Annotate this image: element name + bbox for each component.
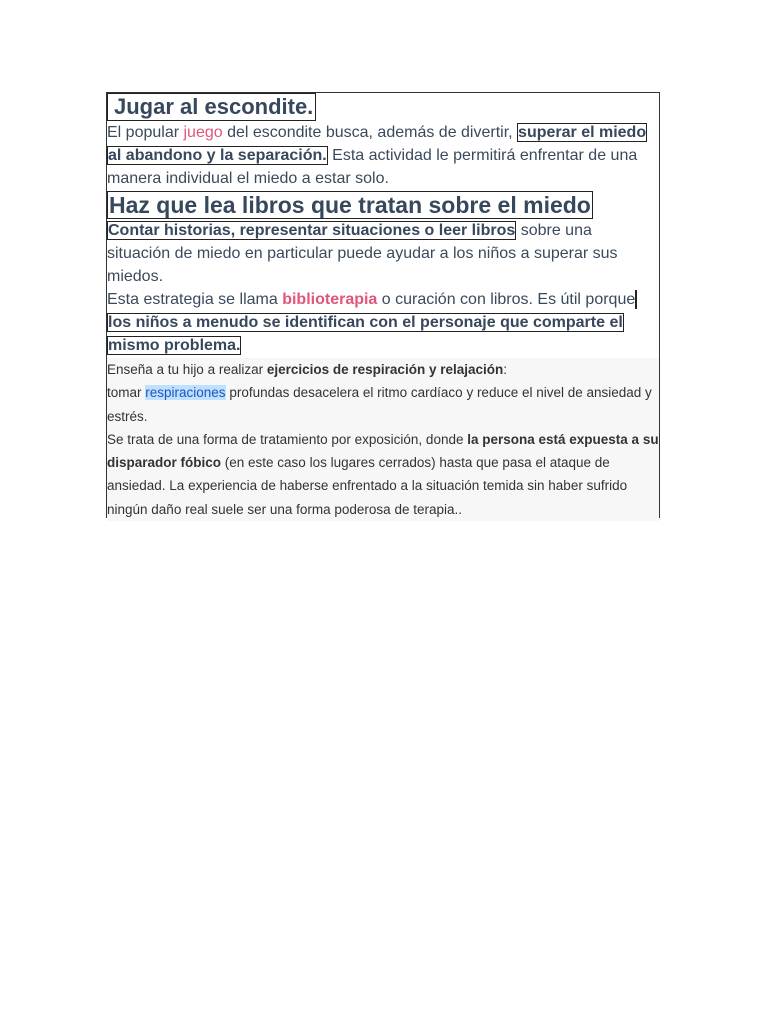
highlight-respiraciones: respiraciones <box>145 385 226 401</box>
paragraph-escondite <box>107 121 659 190</box>
text: (en este caso los lugares cerrados) hasta que pasa el ataque de ansiedad. La experiencia de haberse enfrentado a la situación temida sin haber sufrido ningún daño real suele ser una forma poderosa de terapia.. <box>107 455 628 517</box>
paragraph-biblioterapia <box>107 288 659 357</box>
bold-ejercicios: ejercicios de respiración y relajación <box>266 362 504 377</box>
text: sobre una situación de miedo en particular puede ayudar a los niños a superar sus miedos. <box>107 222 618 285</box>
text: El popular <box>107 124 184 141</box>
text: Enseña a tu hijo a realizar <box>107 362 267 377</box>
text: o curación con libros. Es útil porque <box>377 291 636 308</box>
paragraph-historias <box>107 219 659 288</box>
text: del escondite busca, además de divertir, <box>222 124 518 141</box>
heading-jugar-escondite: Jugar al escondite. <box>107 93 316 121</box>
heading-libros-miedo: Haz que lea libros que tratan sobre el miedo <box>109 192 591 218</box>
boxed-identifican-personaje: los niños a menudo se identifican con el personaje que comparte el mismo problema. <box>107 290 637 355</box>
bold-disparador-fobico: la persona está expuesta a su disparador fóbico <box>107 431 659 471</box>
highlight-biblioterapia: biblioterapia <box>282 291 378 308</box>
text: profundas desacelera el ritmo cardíaco y reduce el nivel de ansiedad y estrés. <box>107 385 652 424</box>
text: : <box>503 362 507 377</box>
text: Se trata de una forma de tratamiento por exposición, donde <box>107 431 468 447</box>
boxed-superar-miedo: superar el miedo al abandono y la separación. <box>108 124 647 164</box>
paragraph-respiraciones <box>107 381 659 428</box>
text: tomar <box>107 385 146 401</box>
paragraph-exposicion <box>107 428 659 521</box>
boxed-contar-historias: Contar historias, representar situaciones o leer libros <box>108 222 516 239</box>
text: Esta actividad le permitirá enfrentar de una manera individual el miedo a estar solo. <box>107 147 638 187</box>
document-page <box>106 92 660 518</box>
highlight-juego: juego <box>183 124 223 141</box>
paragraph-respiracion-intro <box>107 358 659 381</box>
text: Esta estrategia se llama <box>107 291 283 308</box>
